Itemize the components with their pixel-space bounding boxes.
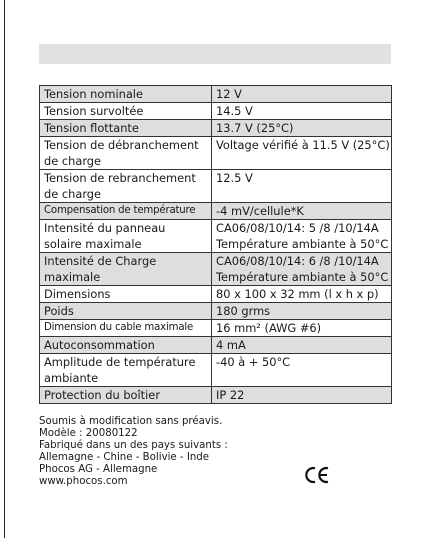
footer-line-company: Phocos AG - Allemagne xyxy=(39,464,158,475)
spec-value: -40 à + 50°C xyxy=(216,355,291,369)
spec-row xyxy=(40,286,392,303)
spec-label-cell xyxy=(40,337,212,354)
spec-value: 180 grms xyxy=(216,304,271,318)
spec-label: ambiante xyxy=(44,371,99,385)
spec-label-cell xyxy=(40,320,212,337)
spec-value: 14.5 V xyxy=(216,104,253,118)
spec-value-cell xyxy=(212,320,392,337)
spec-label: de charge xyxy=(44,154,102,168)
spec-value-cell xyxy=(212,354,392,387)
spec-label: Tension de rebranchement xyxy=(44,171,196,185)
spec-value: CA06/08/10/14: 6 /8 /10/14A xyxy=(216,254,379,268)
spec-label-cell xyxy=(40,120,212,137)
spec-row xyxy=(40,337,392,354)
spec-row xyxy=(40,170,392,203)
footer-line-notice: Soumis à modification sans préavis. xyxy=(39,416,223,427)
spec-value: 80 x 100 x 32 mm (l x h x p) xyxy=(216,287,379,301)
spec-value: Température ambiante à 50°C xyxy=(216,237,389,251)
spec-label: Dimension du cable maximale xyxy=(44,322,194,333)
footer-line-website: www.phocos.com xyxy=(39,476,128,487)
spec-label: Compensation de température xyxy=(44,205,196,216)
spec-label: Autoconsommation xyxy=(44,338,155,352)
spec-row xyxy=(40,253,392,286)
spec-label-cell xyxy=(40,203,212,220)
spec-label-cell xyxy=(40,286,212,303)
spec-label: Tension nominale xyxy=(44,87,143,101)
spec-label: Protection du boîtier xyxy=(44,388,161,402)
spec-value-cell xyxy=(212,286,392,303)
spec-label-cell xyxy=(40,354,212,387)
spec-label: Intensité de Charge xyxy=(44,254,157,268)
spec-row xyxy=(40,86,392,103)
spec-value: 12 V xyxy=(216,87,242,101)
spec-value-cell xyxy=(212,137,392,170)
spec-label: Amplitude de température xyxy=(44,355,196,369)
spec-value: -4 mV/cellule*K xyxy=(216,204,304,218)
page-left-edge xyxy=(4,0,5,538)
spec-label-cell xyxy=(40,86,212,103)
spec-row xyxy=(40,303,392,320)
spec-value: 12.5 V xyxy=(216,171,253,185)
spec-value-cell xyxy=(212,387,392,404)
spec-value-cell xyxy=(212,253,392,286)
footer-line-countries: Allemagne - Chine - Bolivie - Inde xyxy=(39,452,210,463)
spec-value-cell xyxy=(212,120,392,137)
spec-label: solaire maximale xyxy=(44,237,142,251)
spec-value-cell xyxy=(212,170,392,203)
spec-label: Poids xyxy=(44,304,74,318)
section-header-bar xyxy=(39,44,391,64)
spec-value: Température ambiante à 50°C xyxy=(216,270,389,284)
spec-label-cell xyxy=(40,303,212,320)
spec-label: maximale xyxy=(44,270,101,284)
spec-table xyxy=(39,85,392,404)
spec-label-cell xyxy=(40,220,212,253)
spec-row xyxy=(40,120,392,137)
footer-line-model: Modèle : 20080122 xyxy=(39,428,138,439)
spec-row xyxy=(40,354,392,387)
ce-mark-icon xyxy=(304,466,330,484)
spec-label-cell xyxy=(40,170,212,203)
spec-value-cell xyxy=(212,103,392,120)
spec-label: de charge xyxy=(44,187,102,201)
footer-line-made-in: Fabriqué dans un des pays suivants : xyxy=(39,440,228,451)
spec-label-cell xyxy=(40,103,212,120)
spec-value: Voltage vérifié à 11.5 V (25°C) xyxy=(216,138,390,152)
spec-row xyxy=(40,137,392,170)
spec-value-cell xyxy=(212,220,392,253)
spec-label: Tension flottante xyxy=(44,121,139,135)
spec-value-cell xyxy=(212,86,392,103)
spec-value-cell xyxy=(212,303,392,320)
spec-row xyxy=(40,320,392,337)
spec-value: 4 mA xyxy=(216,338,246,352)
spec-row xyxy=(40,387,392,404)
spec-value-cell xyxy=(212,203,392,220)
spec-value: IP 22 xyxy=(216,388,245,402)
spec-label-cell xyxy=(40,387,212,404)
footer-notes xyxy=(39,416,228,488)
spec-value: CA06/08/10/14: 5 /8 /10/14A xyxy=(216,221,379,235)
spec-row xyxy=(40,220,392,253)
spec-row xyxy=(40,103,392,120)
spec-label: Dimensions xyxy=(44,287,111,301)
spec-label: Tension survoltée xyxy=(44,104,144,118)
spec-label: Intensité du panneau xyxy=(44,221,166,235)
spec-table-body xyxy=(40,86,392,404)
spec-label: Tension de débranchement xyxy=(44,138,199,152)
spec-row xyxy=(40,203,392,220)
spec-value-cell xyxy=(212,337,392,354)
spec-value: 13.7 V (25°C) xyxy=(216,121,294,135)
spec-label-cell xyxy=(40,253,212,286)
spec-label-cell xyxy=(40,137,212,170)
spec-value: 16 mm² (AWG #6) xyxy=(216,321,322,335)
